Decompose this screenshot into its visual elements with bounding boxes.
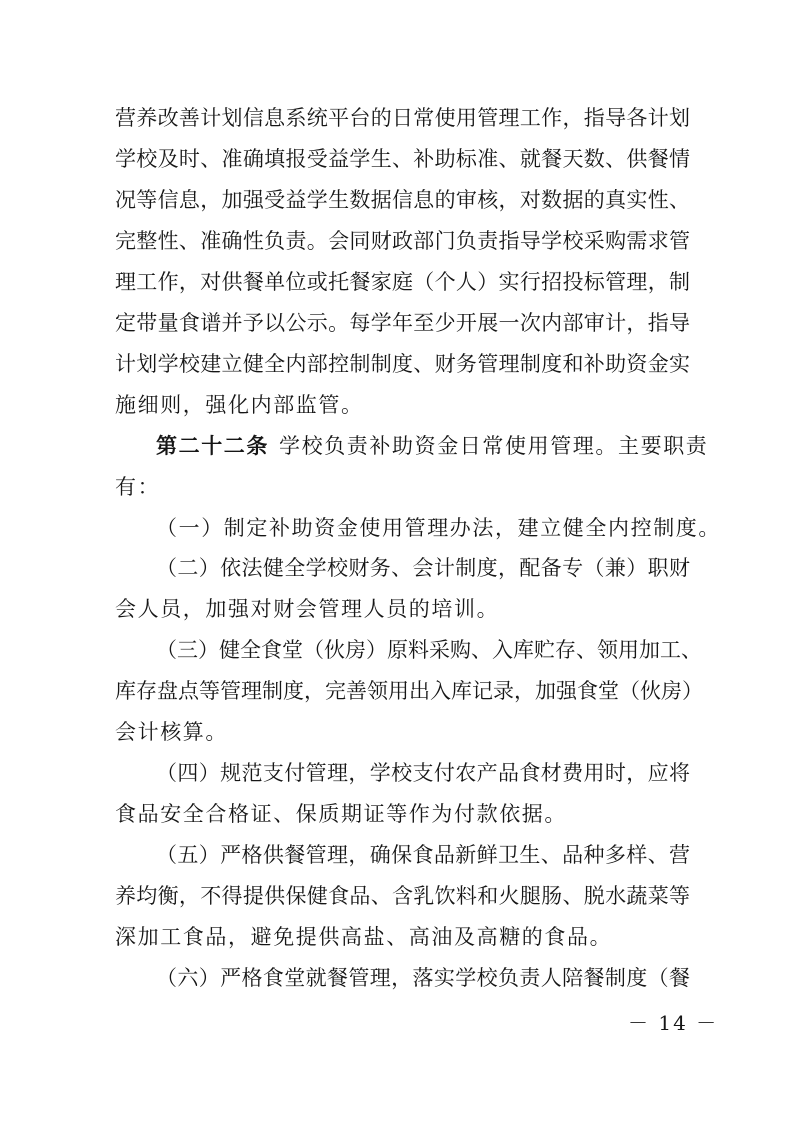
text-line: 定带量食谱并予以公示。每学年至少开展一次内部审计，指导 (115, 311, 690, 335)
list-item: （二）依法健全学校财务、会计制度，配备专（兼）职财 (156, 556, 690, 580)
article-heading-line (156, 431, 709, 461)
list-item-continuation: 深加工食品，避免提供高盐、高油及高糖的食品。 (115, 925, 613, 949)
page-number: － 14 － (628, 1011, 719, 1035)
article-text: 学校负责补助资金日常使用管理。主要职责 (279, 434, 709, 458)
list-item-continuation: 会计核算。 (115, 720, 228, 744)
list-item: （五）严格供餐管理，确保食品新鲜卫生、品种多样、营 (156, 843, 690, 867)
list-item: （三）健全食堂（伙房）原料采购、入库贮存、领用加工、 (156, 638, 702, 662)
text-line: 计划学校建立健全内部控制制度、财务管理制度和补助资金实 (115, 352, 690, 376)
text-line: 施细则，强化内部监管。 (115, 393, 364, 417)
text-line: 营养改善计划信息系统平台的日常使用管理工作，指导各计划 (115, 106, 690, 130)
list-item-continuation: 食品安全合格证、保质期证等作为付款依据。 (115, 802, 567, 826)
list-item-continuation: 养均衡，不得提供保健食品、含乳饮料和火腿肠、脱水蔬菜等 (115, 884, 690, 908)
list-item-continuation: 库存盘点等管理制度，完善领用出入库记录，加强食堂（伙房） (115, 679, 703, 703)
list-item: （六）严格食堂就餐管理，落实学校负责人陪餐制度（餐 (156, 966, 690, 990)
list-item: （一）制定补助资金使用管理办法，建立健全内控制度。 (156, 516, 721, 540)
text-line: 完整性、准确性负责。会同财政部门负责指导学校采购需求管 (115, 229, 690, 253)
list-item-continuation: 会人员，加强对财会管理人员的培训。 (115, 597, 500, 621)
text-line: 况等信息，加强受益学生数据信息的审核，对数据的真实性、 (115, 188, 690, 212)
list-item: （四）规范支付管理，学校支付农产品食材费用时，应将 (156, 761, 690, 785)
text-line: 学校及时、准确填报受益学生、补助标准、就餐天数、供餐情 (115, 147, 690, 171)
text-line: 有： (115, 475, 161, 499)
article-number: 第二十二条 (156, 433, 269, 458)
text-line: 理工作，对供餐单位或托餐家庭（个人）实行招投标管理，制 (115, 270, 690, 294)
